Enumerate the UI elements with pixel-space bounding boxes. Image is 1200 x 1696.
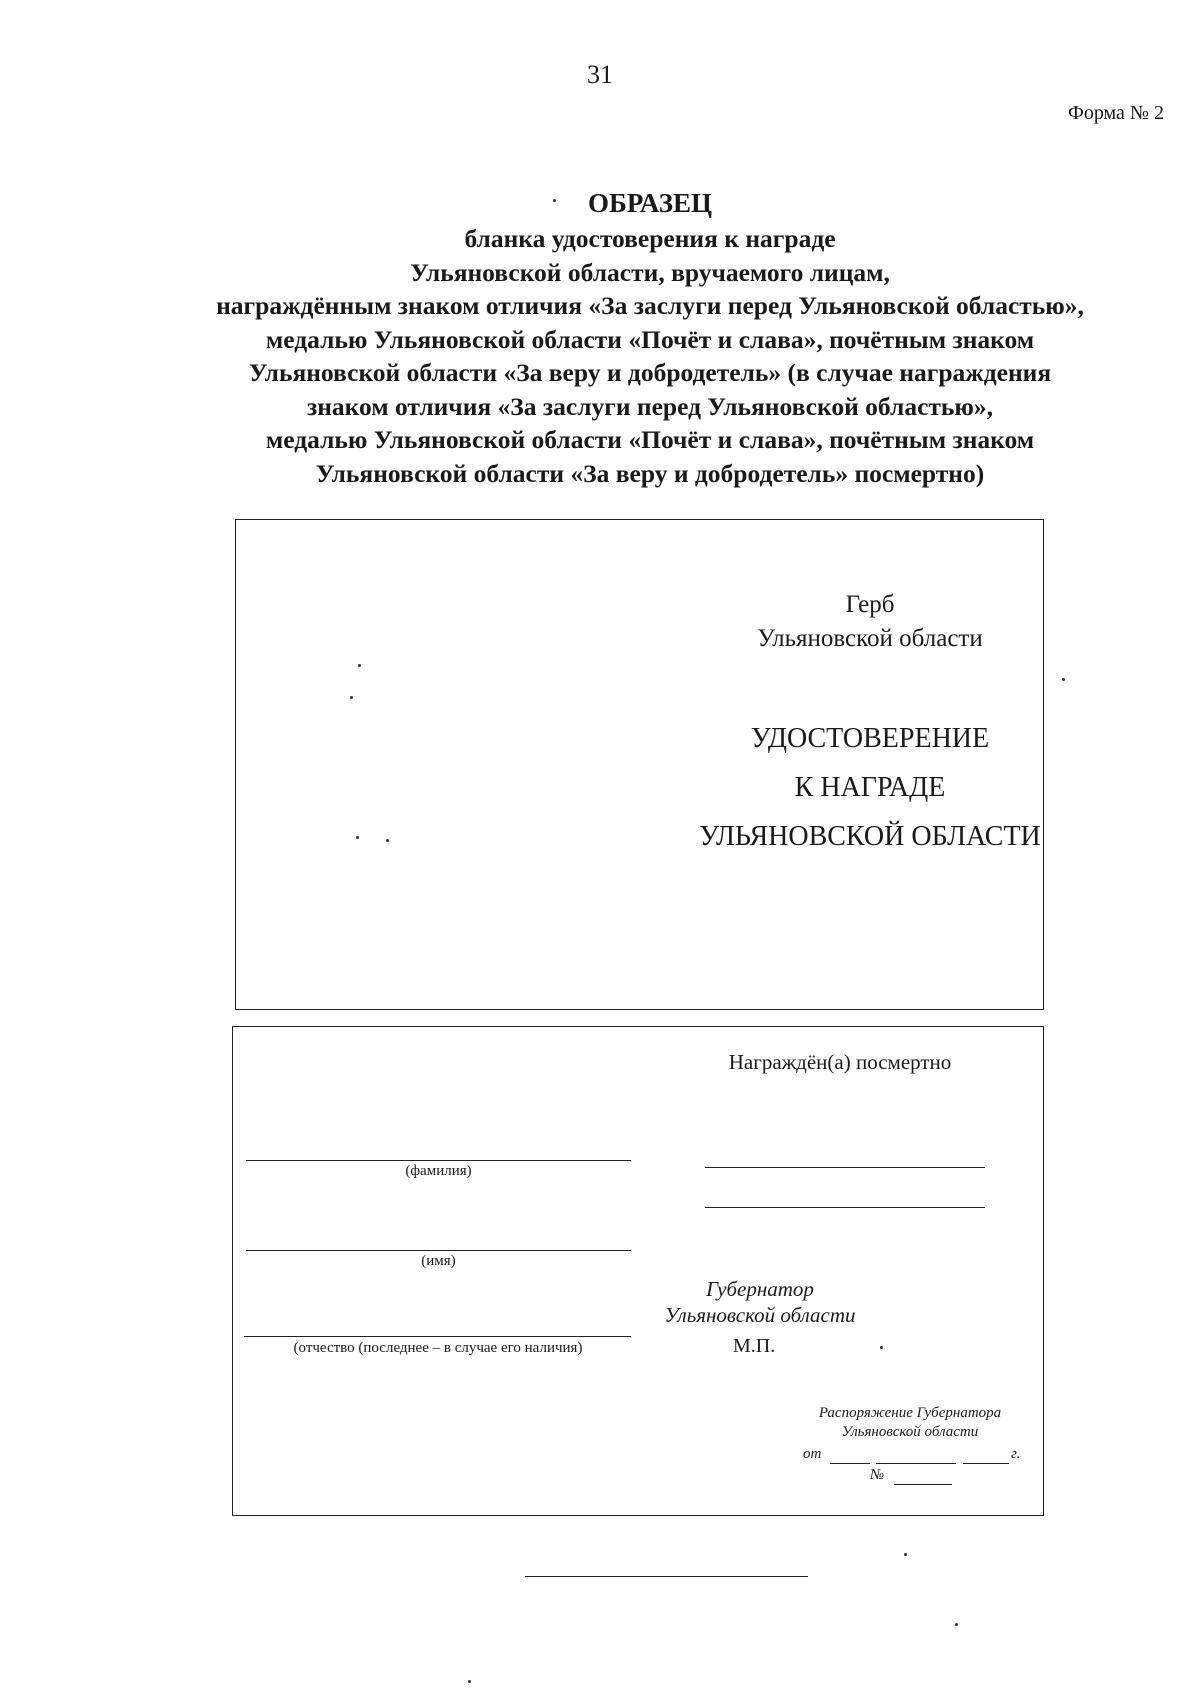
title-line: медалью Ульяновской области «Почёт и слава», почётным знаком xyxy=(265,324,1035,354)
coat-of-arms-caption xyxy=(660,588,1080,656)
scan-speck xyxy=(904,1553,907,1556)
title-line: Ульяновской области «За веру и добродетель» посмертно) xyxy=(315,458,985,488)
title-line: медалью Ульяновской области «Почёт и слава», почётным знаком xyxy=(265,425,1035,454)
order-date-row xyxy=(803,1446,1023,1466)
scan-speck xyxy=(955,1623,958,1626)
scan-speck xyxy=(358,664,361,667)
award-line-2 xyxy=(705,1207,985,1208)
title-line: Ульяновской области, вручаемого лицам, xyxy=(410,257,890,287)
surname-caption: (фамилия) xyxy=(405,1163,472,1179)
governor-signature-label xyxy=(640,1276,880,1328)
order-number-label: № xyxy=(870,1467,885,1483)
title-heading: ОБРАЗЕЦ xyxy=(588,188,712,218)
surname-line xyxy=(246,1160,631,1161)
order-year-suffix: г. xyxy=(1011,1446,1021,1462)
order-number-row xyxy=(870,1467,990,1487)
document-title xyxy=(150,186,1150,490)
certificate-title-line1: УДОСТОВЕРЕНИЕ xyxy=(750,723,990,754)
name-caption: (имя) xyxy=(421,1253,456,1269)
title-line: награждённым знаком отличия «За заслуги перед Ульяновской областью», xyxy=(216,291,1084,320)
order-from-label: от xyxy=(803,1446,822,1462)
title-line: знаком отличия «За заслуги перед Ульяновской областью», xyxy=(306,391,994,421)
governor-order-label xyxy=(790,1404,1030,1442)
form-number: Форма № 2 xyxy=(1068,102,1164,124)
coat-of-arms-line1: Герб xyxy=(845,591,895,618)
seal-place-label: М.П. xyxy=(733,1335,776,1357)
certificate-title-line2: К НАГРАДЕ xyxy=(794,772,946,803)
scan-speck xyxy=(350,696,353,699)
order-number-blank xyxy=(894,1484,952,1485)
patronymic-line xyxy=(244,1336,631,1337)
page-number: 31 xyxy=(587,60,613,89)
scan-speck xyxy=(468,1680,471,1683)
closing-rule xyxy=(525,1576,808,1577)
awarded-posthumously-label: Награждён(а) посмертно xyxy=(728,1050,952,1074)
order-region: Ульяновской области xyxy=(841,1424,979,1440)
coat-of-arms-line2: Ульяновской области xyxy=(757,625,983,652)
scan-speck xyxy=(880,1346,883,1349)
title-line: Ульяновской области «За веру и добродетель» (в случае награждения xyxy=(248,358,1052,387)
patronymic-caption: (отчество (последнее – в случае его наличия) xyxy=(293,1340,583,1356)
certificate-inner-frame xyxy=(232,1026,1044,1516)
governor-region: Ульяновской области xyxy=(664,1303,856,1327)
scan-speck xyxy=(1062,678,1065,681)
order-month-blank xyxy=(876,1463,956,1464)
name-line xyxy=(246,1250,631,1251)
certificate-title-line3: УЛЬЯНОВСКОЙ ОБЛАСТИ xyxy=(699,821,1041,852)
order-day-blank xyxy=(830,1463,870,1464)
scan-speck xyxy=(356,836,359,839)
order-title: Распоряжение Губернатора xyxy=(818,1405,1002,1421)
certificate-title xyxy=(620,714,1120,861)
order-year-blank xyxy=(963,1463,1009,1464)
award-line-1 xyxy=(705,1167,985,1168)
scan-speck xyxy=(553,199,556,202)
scan-speck xyxy=(386,839,389,842)
governor-title: Губернатор xyxy=(706,1277,814,1301)
title-line: бланка удостоверения к награде xyxy=(464,224,836,253)
